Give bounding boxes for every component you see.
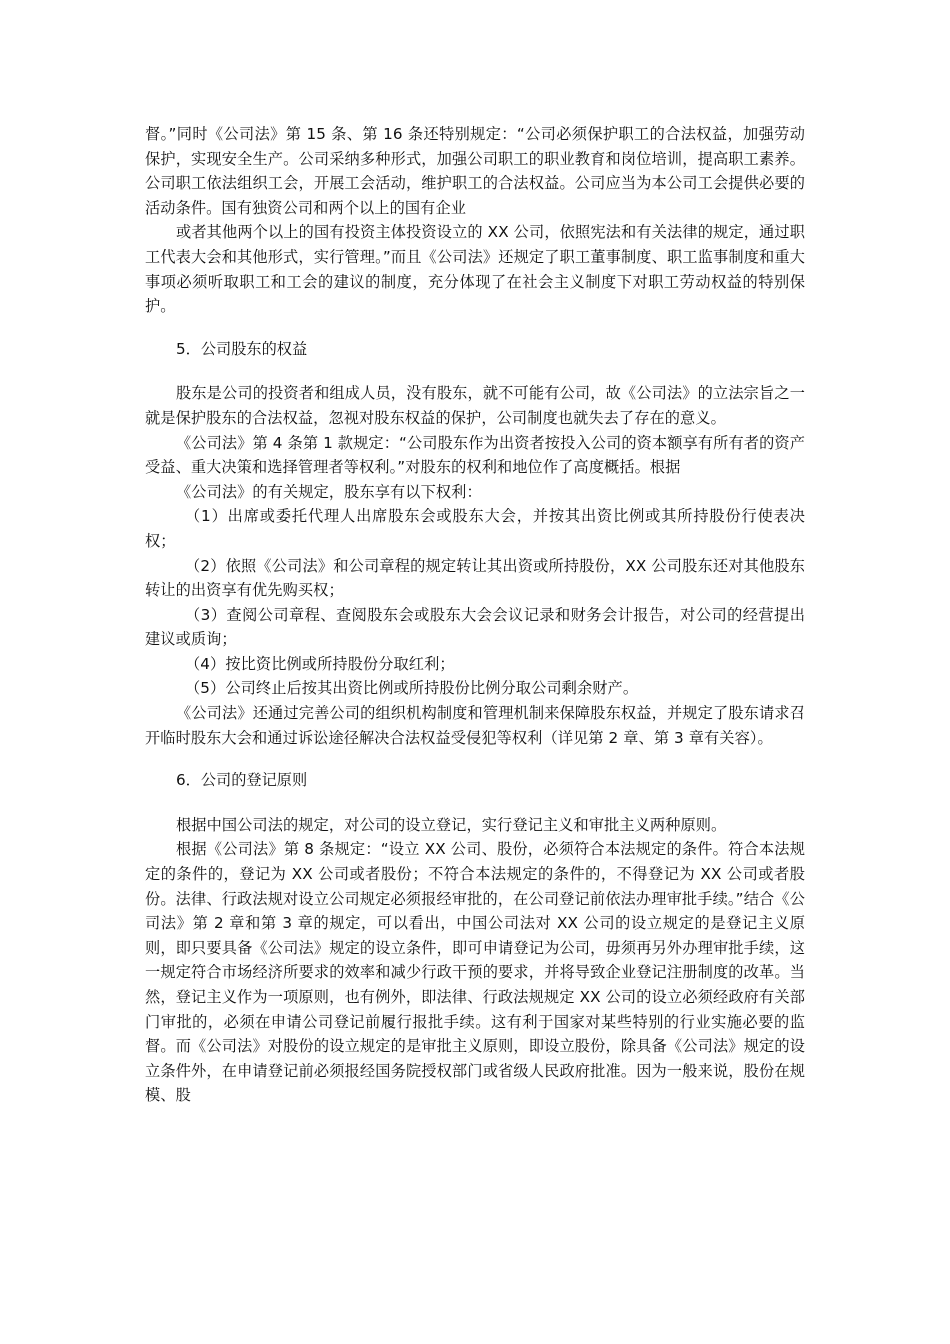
paragraph: 或者其他两个以上的国有投资主体投资设立的 XX 公司，依照宪法和有关法律的规定，通过职工代表大会和其他形式，实行管理。”而且《公司法》还规定了职工董事制度、职工监事制度和重大事项必须听取职工和工会的建议的制度，充分体现了在社会主义制度下对职工劳动权益的特别保护。 bbox=[145, 223, 805, 316]
list-item: （1）出席或委托代理人出席股东会或股东大会，并按其出资比例或其所持股份行使表决权； bbox=[145, 507, 805, 550]
paragraph: 《公司法》的有关规定，股东享有以下权利： bbox=[176, 482, 482, 501]
paragraph: 根据中国公司法的规定，对公司的设立登记，实行登记主义和审批主义两种原则。 bbox=[176, 815, 727, 834]
section-heading: 5．公司股东的权益 bbox=[176, 339, 308, 358]
paragraph: 根据《公司法》第 8 条规定：“设立 XX 公司、股份，必须符合本法规定的条件。符合本法规定的条件的，登记为 XX 公司或者股份；不符合本法规定的条件的，不得登记为 XX 公司或者股份。法律、行政法规对设立公司规定必须报经审批的，在公司登记前依法办理审批手续。”结合《公司法》第 2 章和第 3 章的规定，可以看出，中国公司法对 XX 公司的设立规定的是登记主义原则，即只要具备《公司法》规定的设立条件，即可申请登记为公司，毋须再另外办理审批手续，这一规定符合市场经济所要求的效率和减少行政干预的要求，并将导致企业登记注册制度的改革。当然，登记主义作为一项原则，也有例外，即法律、行政法规规定 XX 公司的设立必须经政府有关部门审批的，必须在申请公司登记前履行报批手续。这有利于国家对某些特别的行业实施必要的监督。而《公司法》对股份的设立规定的是审批主义原则，即设立股份，除具备《公司法》规定的设立条件外，在申请登记前必须报经国务院授权部门或省级人民政府批准。因为一般来说，股份在规模、股 bbox=[145, 840, 805, 1105]
section-heading: 6．公司的登记原则 bbox=[176, 771, 308, 790]
list-item: （2）依照《公司法》和公司章程的规定转让其出资或所持股份，XX 公司股东还对其他股东转让的出资享有优先购买权； bbox=[145, 556, 805, 600]
spacer bbox=[145, 793, 805, 813]
paragraph: 《公司法》第 4 条第 1 款规定：“公司股东作为出资者按投入公司的资本额享有所有者的资产受益、重大决策和选择管理者等权利。”对股东的权利和地位作了高度概括。根据 bbox=[145, 433, 805, 477]
document-page bbox=[145, 122, 805, 1108]
list-item: （3）查阅公司章程、查阅股东会或股东大会会议记录和财务会计报告，对公司的经营提出建议或质询； bbox=[145, 605, 805, 649]
paragraph: 股东是公司的投资者和组成人员，没有股东，就不可能有公司，故《公司法》的立法宗旨之一就是保护股东的合法权益，忽视对股东权益的保护，公司制度也就失去了存在的意义。 bbox=[145, 384, 805, 427]
spacer bbox=[145, 750, 805, 768]
spacer bbox=[145, 361, 805, 381]
list-item: （4）按比资比例或所持股份分取红利； bbox=[185, 654, 455, 673]
paragraph: 督。”同时《公司法》第 15 条、第 16 条还特别规定：“公司必须保护职工的合法权益，加强劳动保护，实现安全生产。公司采纳多种形式，加强公司职工的职业教育和岗位培训，提高职工素养。公司职工依法组织工会，开展工会活动，维护职工的合法权益。公司应当为本公司工会提供必要的活动条件。国有独资公司和两个以上的国有企业 bbox=[145, 125, 805, 217]
spacer bbox=[145, 319, 805, 337]
list-item: （5）公司终止后按其出资比例或所持股份比例分取公司剩余财产。 bbox=[185, 679, 639, 698]
paragraph: 《公司法》还通过完善公司的组织机构制度和管理机制来保障股东权益，并规定了股东请求召开临时股东大会和通过诉讼途径解决合法权益受侵犯等权利（详见第 2 章、第 3 章有关容）。 bbox=[145, 704, 805, 747]
